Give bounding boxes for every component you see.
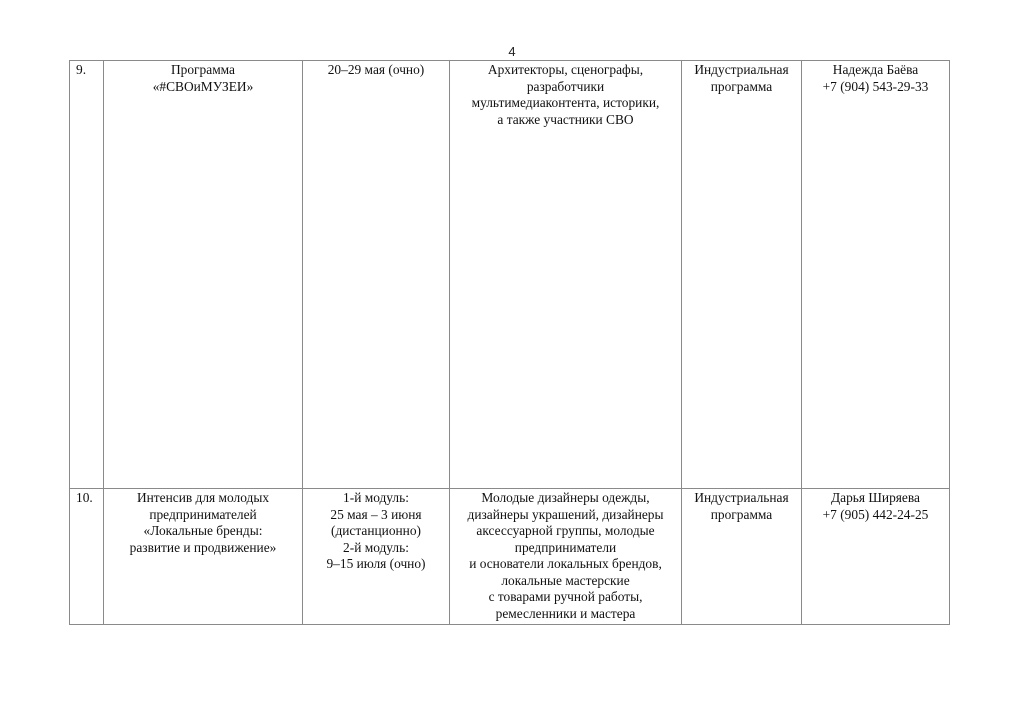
event-audience: Архитекторы, сценографы, разработчики мультимедиаконтента, историки, а также участники СВО: [450, 61, 682, 489]
event-dates: 20–29 мая (очно): [303, 61, 450, 489]
event-dates: 1-й модуль: 25 мая – 3 июня (дистанционно) 2-й модуль: 9–15 июля (очно): [303, 489, 450, 625]
events-table: [69, 60, 950, 625]
row-number: 9.: [70, 61, 104, 489]
event-contact: Надежда Баёва +7 (904) 543-29-33: [802, 61, 950, 489]
table-row: [70, 489, 950, 625]
event-contact: Дарья Ширяева +7 (905) 442-24-25: [802, 489, 950, 625]
page-number: 4: [508, 44, 516, 59]
event-program: Индустриальная программа: [682, 61, 802, 489]
event-audience: Молодые дизайнеры одежды, дизайнеры украшений, дизайнеры аксессуарной группы, молодые предприниматели и основатели локальных брендов, локальные мастерские с товарами ручной работы, ремесленники и мастера: [450, 489, 682, 625]
event-name: Программа «#СВОиМУЗЕИ»: [104, 61, 303, 489]
event-name: Интенсив для молодых предпринимателей «Локальные бренды: развитие и продвижение»: [104, 489, 303, 625]
table-row: [70, 61, 950, 489]
row-number: 10.: [70, 489, 104, 625]
event-program: Индустриальная программа: [682, 489, 802, 625]
